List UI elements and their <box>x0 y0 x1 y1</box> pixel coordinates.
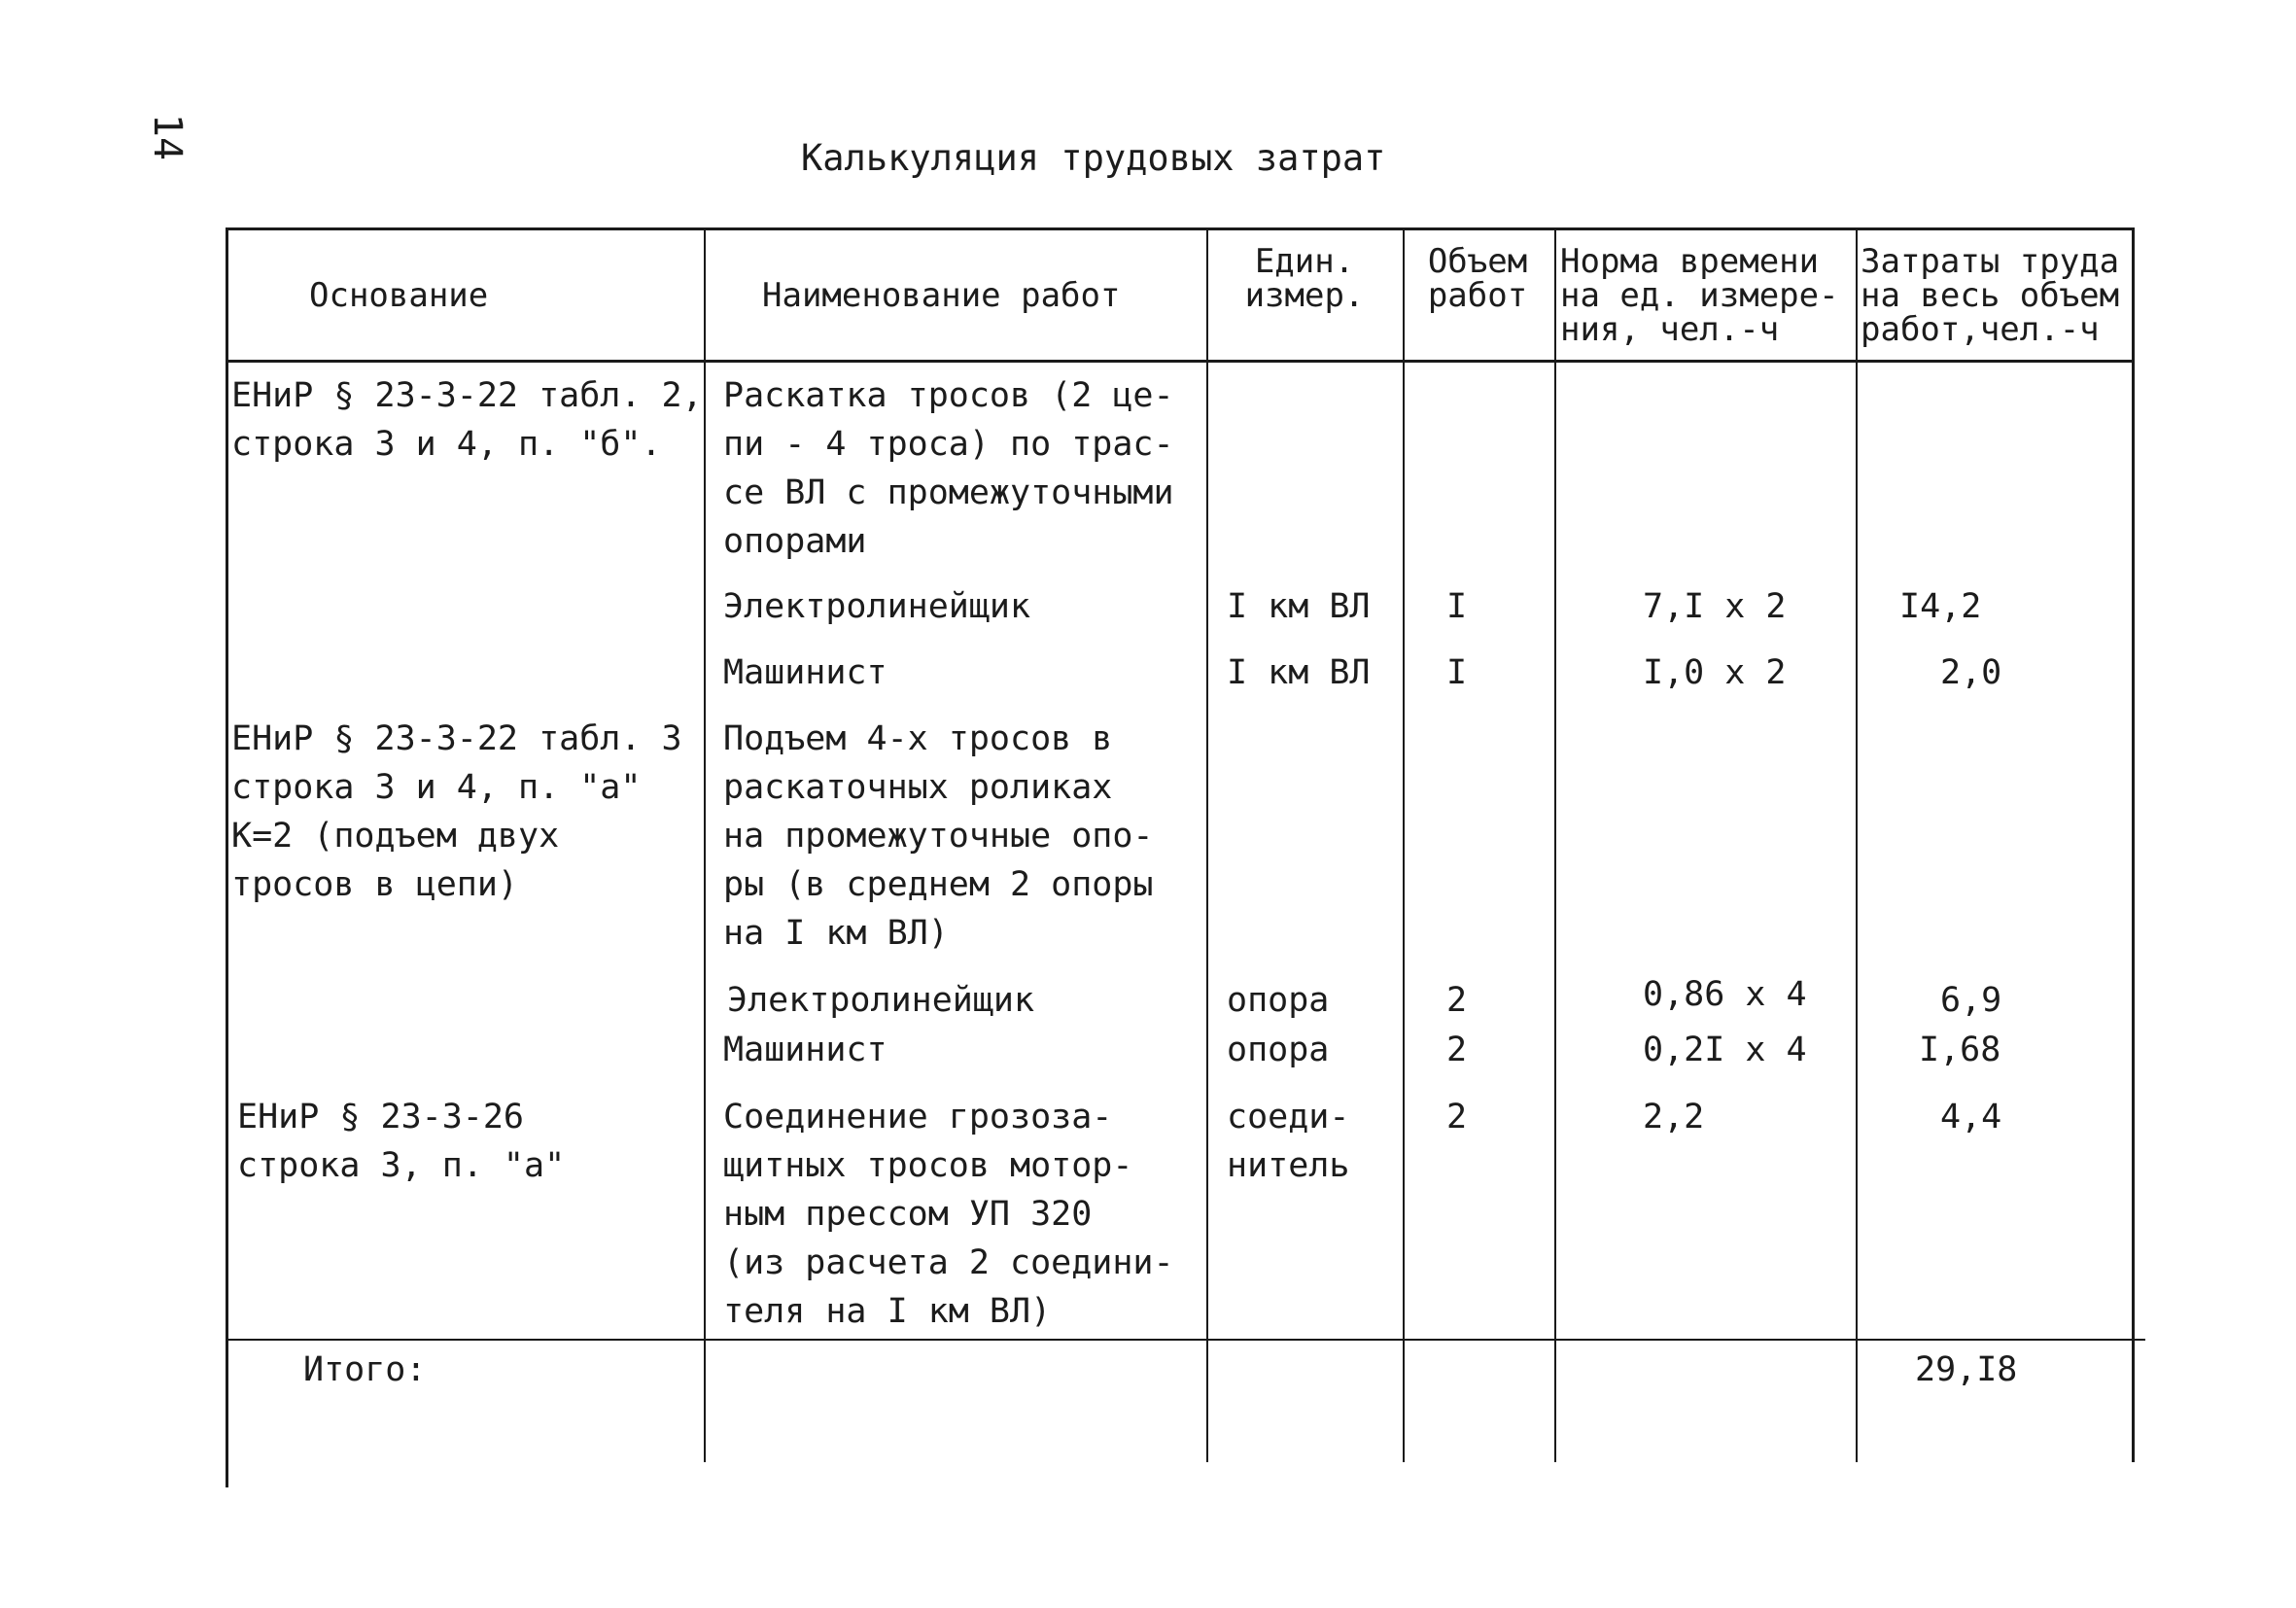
header-unit: Един. измер. <box>1244 242 1365 315</box>
page-title: Калькуляция трудовых затрат <box>801 137 1386 179</box>
row-1-item-1-labor: I4,2 <box>1899 587 1982 626</box>
row-3-labor: 4,4 <box>1940 1098 2002 1136</box>
col-border-2 <box>1206 227 1208 1462</box>
total-value: 29,I8 <box>1915 1350 2018 1389</box>
col-border-6 <box>2132 227 2135 1462</box>
row-2-item-2-norm: 0,2I x 4 <box>1643 1031 1807 1069</box>
row-3-work: Соединение грозоза- щитных тросов мотор- ным прессом УП 320 (из расчета 2 соедини- теля на I км ВЛ) <box>723 1098 1174 1331</box>
col-border-3 <box>1403 227 1405 1462</box>
row-2-item-2-volume: 2 <box>1446 1031 1468 1069</box>
row-2-item-1-volume: 2 <box>1446 981 1468 1020</box>
header-norm: Норма времени на ед. измере- ния, чел.-ч <box>1560 242 1839 349</box>
col-border-5 <box>1856 227 1858 1462</box>
row-1-item-2-volume: I <box>1446 653 1468 692</box>
row-1-item-1-unit: I км ВЛ <box>1227 587 1371 626</box>
row-1-basis: ЕНиР § 23-3-22 табл. 2, строка 3 и 4, п. "б". <box>231 376 703 464</box>
row-1-item-2-work: Машинист <box>723 653 887 692</box>
row-1-item-2-norm: I,0 x 2 <box>1643 653 1787 692</box>
row-2-item-1-unit: опора <box>1227 981 1330 1020</box>
header-work-name: Наименование работ <box>762 276 1121 315</box>
header-bottom-border <box>226 360 2135 363</box>
row-2-item-1-norm: 0,86 x 4 <box>1643 975 1807 1014</box>
table-top-border <box>226 227 2135 230</box>
row-1-item-2-unit: I км ВЛ <box>1227 653 1371 692</box>
row-3-unit: соеди- нитель <box>1227 1098 1350 1185</box>
total-label: Итого: <box>303 1350 427 1389</box>
row-1-work: Раскатка тросов (2 це- пи - 4 троса) по трас- се ВЛ с промежуточными опорами <box>723 376 1174 561</box>
row-2-item-1-labor: 6,9 <box>1940 981 2002 1020</box>
row-3-basis: ЕНиР § 23-3-26 строка 3, п. "а" <box>237 1098 566 1185</box>
row-2-basis: ЕНиР § 23-3-22 табл. 3 строка 3 и 4, п. "а" К=2 (подъем двух тросов в цепи) <box>231 719 682 904</box>
row-1-item-1-norm: 7,I x 2 <box>1643 587 1787 626</box>
header-labor: Затраты труда на весь объем работ,чел.-ч <box>1861 242 2120 349</box>
row-1-item-1-volume: I <box>1446 587 1468 626</box>
row-1-item-1-work: Электролинейщик <box>723 587 1031 626</box>
row-2-item-2-labor: I,68 <box>1919 1031 2001 1069</box>
header-volume: Объем работ <box>1427 242 1528 315</box>
col-border-4 <box>1554 227 1556 1462</box>
col-border-0 <box>226 227 228 1487</box>
page-number: 14 <box>145 113 190 161</box>
row-2-work: Подъем 4-х тросов в раскаточных роликах на промежуточные опо- ры (в среднем 2 опоры на I км ВЛ) <box>723 719 1154 953</box>
header-basis: Основание <box>309 276 489 315</box>
row-2-item-2-unit: опора <box>1227 1031 1330 1069</box>
row-3-volume: 2 <box>1446 1098 1468 1136</box>
row-2-item-1-work: Электролинейщик <box>727 981 1035 1020</box>
row-2-item-2-work: Машинист <box>723 1031 887 1069</box>
col-border-1 <box>704 227 706 1462</box>
row-3-norm: 2,2 <box>1643 1098 1705 1136</box>
row-1-item-2-labor: 2,0 <box>1940 653 2002 692</box>
